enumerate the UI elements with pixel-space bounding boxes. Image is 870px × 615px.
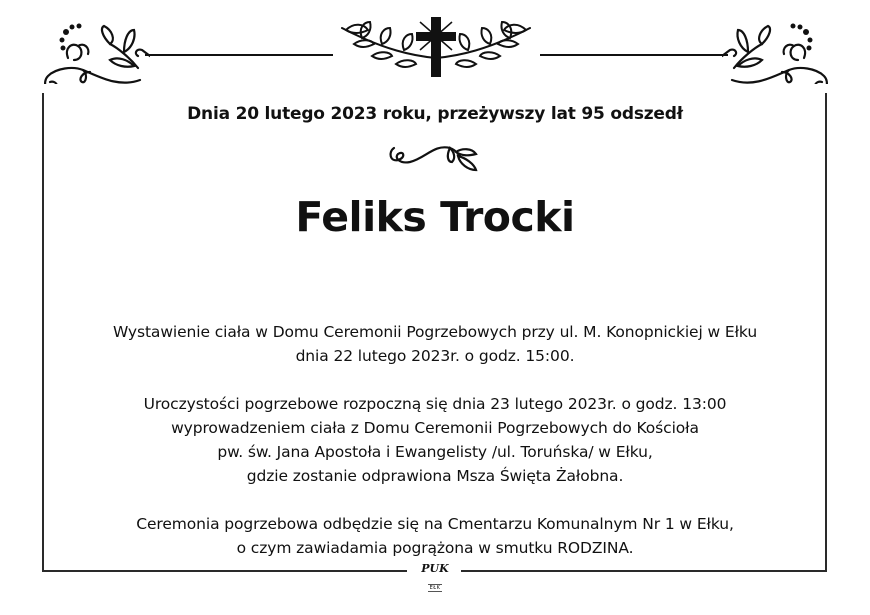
logo-main-text: PUK — [421, 562, 449, 575]
floral-corner-right-icon — [722, 18, 834, 84]
frame-bottom-border-right — [461, 570, 827, 572]
floral-corner-left-icon — [38, 18, 150, 84]
paragraph-line: Uroczystości pogrzebowe rozpoczną się dnia 23 lutego 2023r. o godz. 13:00 — [143, 395, 727, 413]
vine-divider-icon — [386, 142, 486, 172]
paragraph-line: Ceremonia pogrzebowa odbędzie się na Cmentarzu Komunalnym Nr 1 w Ełku, — [136, 515, 734, 533]
paragraph-line: Wystawienie ciała w Domu Ceremonii Pogrzebowych przy ul. M. Konopnickiej w Ełku — [112, 323, 758, 341]
top-rule-left — [145, 54, 333, 56]
death-date-line: Dnia 20 lutego 2023 roku, przeżywszy lat 95 odszedł — [187, 104, 683, 124]
paragraph-line: wyprowadzeniem ciała z Domu Ceremonii Pogrzebowych do Kościoła — [171, 419, 699, 437]
paragraph-ceremony — [0, 392, 870, 488]
puk-logo — [412, 563, 458, 593]
paragraph-line: dnia 22 lutego 2023r. o godz. 15:00. — [295, 347, 575, 365]
cross-with-laurel-icon — [334, 14, 538, 80]
paragraph-burial — [0, 512, 870, 560]
paragraph-line: gdzie zostanie odprawiona Msza Święta Żałobna. — [246, 467, 624, 485]
paragraph-line: o czym zawiadamia pogrążona w smutku RODZINA. — [236, 539, 634, 557]
paragraph-viewing — [0, 320, 870, 368]
deceased-name: Feliks Trocki — [295, 193, 575, 241]
logo-sub-text: EŁK — [429, 585, 441, 591]
frame-bottom-border-left — [42, 570, 407, 572]
paragraph-line: pw. św. Jana Apostoła i Ewangelisty /ul. Toruńska/ w Ełku, — [217, 443, 653, 461]
top-rule-right — [540, 54, 728, 56]
